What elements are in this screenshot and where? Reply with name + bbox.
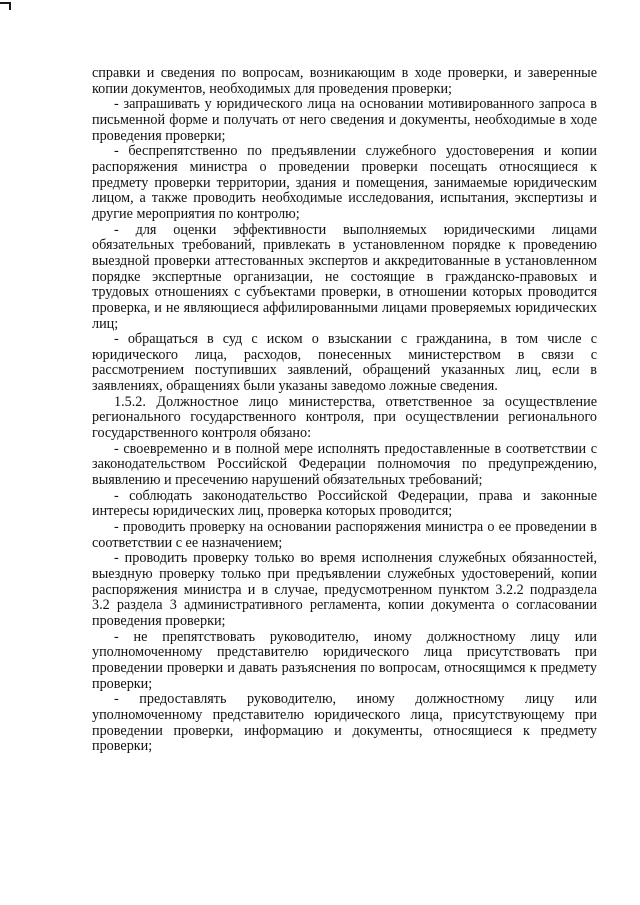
paragraph-involve-experts: - для оценки эффективности выполняемых юридическими лицами обязательных требований, привлекать в установленном порядке к проведению выездной проверки аттестованных экспертов и аккредитованные в установленном порядке экспертные организации, не состоящие в гражданско-правовых и трудовых отношениях с субъектами проверки, в отношении которых проводится проверка, и не являющиеся аффилированными лицами проверяемых юридических лиц; [92,221,597,332]
paragraph-request-info: - запрашивать у юридического лица на основании мотивированного запроса в письменной форме и получать от него сведения и документы, необходимые в ходе проведения проверки; [92,96,597,144]
paragraph-inspection-duties: - проводить проверку только во время исполнения служебных обязанностей, выездную проверку только при предъявлении служебных удостоверений, копии распоряжения министра и в случае, предусмотренном пунктом 3.2.2 подраздела 3.2 раздела 3 административного регламента, копии документа о согласовании проведения проверки; [92,550,597,629]
paragraph-provide-info: - предоставлять руководителю, иному должностному лицу или уполномоченному представителю юридического лица, присутствующему при проведении проверки, информацию и документы, относящиеся к предмету проверки; [92,691,597,755]
paragraph-section-1-5-2: 1.5.2. Должностное лицо министерства, ответственное за осуществление регионального государственного контроля, при осуществлении регионального государственного контроля обязано: [92,393,597,442]
corner-mark [0,2,11,10]
paragraph-execute-powers: - своевременно и в полной мере исполнять предоставленные в соответствии с законодательством Российской Федерации полномочия по предупреждению, выявлению и пресечению нарушений обязательных требований; [92,440,597,489]
paragraph-inspection-basis: - проводить проверку на основании распоряжения министра о ее проведении в соответствии с ее назначением; [92,519,597,551]
paragraph-continuation: справки и сведения по вопросам, возникающим в ходе проверки, и заверенные копии документов, необходимых для проведения проверки; [92,65,597,97]
paragraph-court-claim: - обращаться в суд с иском о взыскании с гражданина, в том числе с юридического лица, расходов, понесенных министерством в связи с рассмотрением поступивших заявлений, обращений указанных лиц, если в заявлениях, обращениях были указаны заведомо ложные сведения. [92,331,597,395]
paragraph-visit-premises: - беспрепятственно по предъявлении служебного удостоверения и копии распоряжения министра о проведении проверки посещать относящиеся к предмету проверки территории, здания и помещения, занимаемые юридическим лицом, а также проводить необходимые исследования, испытания, экспертизы и другие мероприятия по контролю; [92,143,597,222]
document-body [92,66,597,755]
paragraph-observe-law: - соблюдать законодательство Российской Федерации, права и законные интересы юридических лиц, проверка которых проводится; [92,487,597,520]
paragraph-not-obstruct: - не препятствовать руководителю, иному должностному лицу или уполномоченному представителю юридического лица присутствовать при проведении проверки и давать разъяснения по вопросам, относящимся к предмету проверки; [92,628,597,692]
